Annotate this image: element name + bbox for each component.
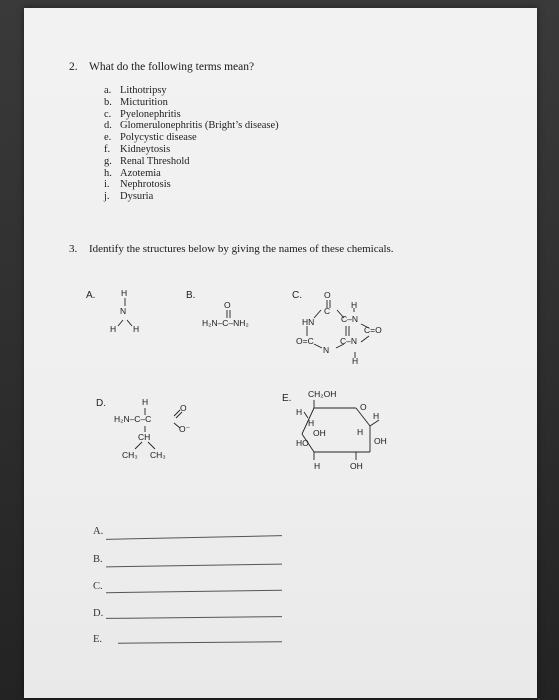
- answer-line-b[interactable]: [106, 564, 282, 568]
- structure-d-atom: CH₃: [122, 450, 138, 460]
- structure-c-label: C.: [292, 290, 302, 301]
- structure-e-atom: H: [314, 461, 321, 471]
- structure-a-atom: H: [121, 288, 128, 298]
- structure-b-label: B.: [186, 290, 196, 301]
- answer-label-a: A.: [93, 526, 104, 537]
- structure-e-atom: H: [373, 411, 380, 421]
- structure-a-atom: H: [110, 324, 117, 334]
- answer-line-e[interactable]: [118, 641, 282, 643]
- worksheet-page: [24, 8, 537, 698]
- structure-c-atom: O: [324, 290, 331, 300]
- structure-c-atom: C–N: [341, 314, 359, 324]
- question-2-text: What do the following terms mean?: [89, 61, 255, 73]
- structure-bonds: [24, 8, 537, 698]
- list-item: j. Dysuria: [104, 191, 154, 203]
- structure-c-atom: C–N: [340, 336, 358, 346]
- structure-d-atom: CH: [138, 432, 151, 442]
- structure-e-atom: H: [296, 407, 303, 417]
- question-3-title: [69, 243, 394, 255]
- list-item: h. Azotemia: [104, 167, 161, 179]
- list-item: b. Micturition: [104, 96, 168, 108]
- structure-c-atom: C=O: [364, 325, 382, 335]
- structure-e-atom: CH₂OH: [308, 389, 337, 399]
- structure-e-atom: H: [357, 427, 364, 437]
- answer-line-c[interactable]: [106, 590, 282, 593]
- structure-d-atom: H₂N–C–C: [114, 414, 152, 424]
- list-item: e. Polycystic disease: [104, 132, 197, 144]
- answer-label-e: E.: [93, 634, 103, 645]
- question-2-number: 2.: [69, 61, 78, 73]
- structure-e-atom: OH: [313, 428, 326, 438]
- list-item: c. Pyelonephritis: [104, 108, 181, 120]
- structure-e-atom: OH: [350, 461, 363, 471]
- structure-d-label: D.: [96, 398, 106, 409]
- answer-line-d[interactable]: [106, 616, 282, 619]
- question-3-text: Identify the structures below by giving the names of these chemicals.: [89, 243, 394, 255]
- structure-e-atom: HO: [296, 438, 309, 448]
- structure-e-atom: OH: [374, 436, 387, 446]
- list-item: d. Glomerulonephritis (Bright’s disease): [104, 120, 279, 132]
- structure-b-formula: H₂N–C–NH₂: [202, 318, 249, 328]
- list-item: i. Nephrotosis: [104, 179, 171, 191]
- structure-c-atom: H: [351, 300, 358, 310]
- structure-a-label: A.: [86, 290, 96, 301]
- structure-e-label: E.: [282, 393, 292, 404]
- question-3-number: 3.: [69, 243, 78, 255]
- list-item: f. Kidneytosis: [104, 143, 171, 155]
- structure-a-atom: H: [133, 324, 140, 334]
- question-2-title: [69, 61, 254, 73]
- list-item: a. Lithotripsy: [104, 85, 167, 96]
- terms-list: [104, 85, 279, 203]
- structure-c-atom: H: [352, 356, 359, 366]
- structure-e-atom: H: [308, 418, 315, 428]
- answer-label-b: B.: [93, 554, 103, 565]
- list-item: g. Renal Threshold: [104, 155, 190, 167]
- answer-label-c: C.: [93, 581, 103, 592]
- structure-e-atom: O: [360, 402, 367, 412]
- structure-d-atom: CH₃: [150, 450, 166, 460]
- answer-label-d: D.: [93, 608, 104, 619]
- structure-d-atom: O: [180, 403, 187, 413]
- structure-b-atom: O: [224, 300, 231, 310]
- answer-line-a[interactable]: [106, 535, 282, 540]
- structure-c-atom: HN: [302, 317, 315, 327]
- structure-c-atom: C: [324, 306, 331, 316]
- structure-c-atom: O=C: [296, 336, 314, 346]
- structure-a-atom: N: [120, 306, 127, 316]
- structure-d-atom: O⁻: [179, 424, 191, 434]
- structure-d-atom: H: [142, 397, 149, 407]
- structure-c-atom: N: [323, 345, 330, 355]
